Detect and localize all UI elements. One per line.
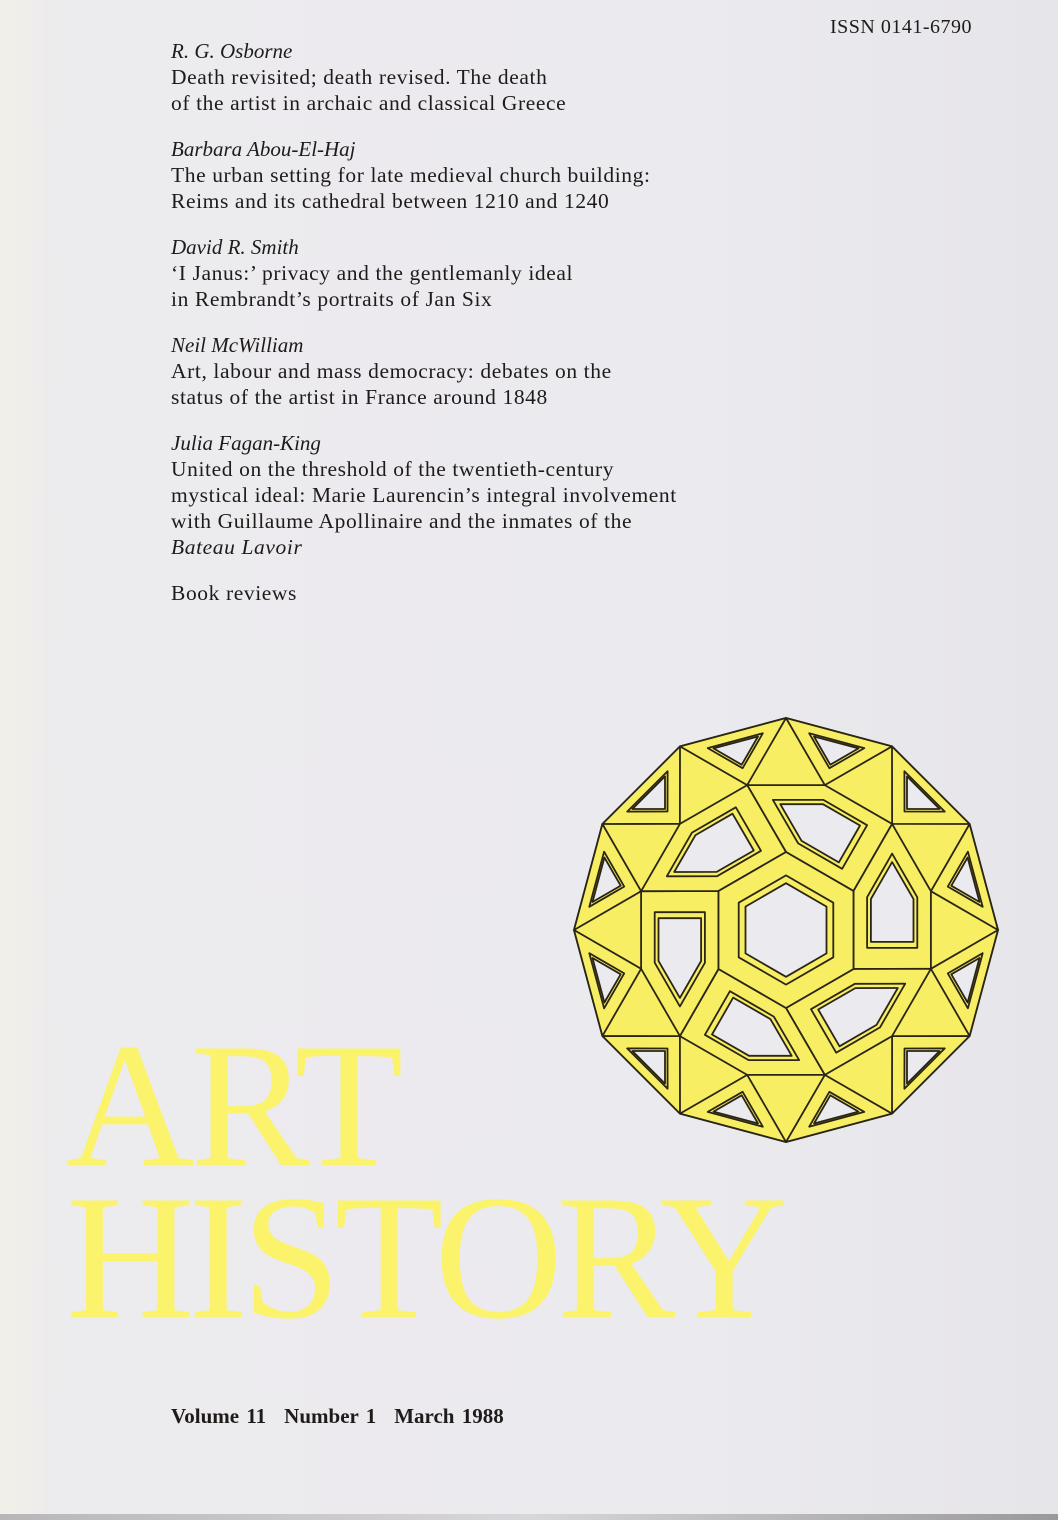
contents-entry <box>171 38 891 116</box>
entry-title: ‘I Janus:’ privacy and the gentlemanly ideal in Rembrandt’s portraits of Jan Six <box>171 261 574 311</box>
contents-entry <box>171 332 891 410</box>
table-of-contents <box>171 38 891 606</box>
contents-entry <box>171 136 891 214</box>
entry-title: United on the threshold of the twentieth-century mystical ideal: Marie Laurencin’s integral involvement with Guillaume Apollinaire and the inmates of the <box>171 457 677 533</box>
entry-author: Julia Fagan-King <box>171 431 321 455</box>
polyhedron-icon <box>568 712 1004 1148</box>
issue-date: March 1988 <box>394 1404 504 1428</box>
book-reviews: Book reviews <box>171 581 298 605</box>
masthead-art: ART <box>66 1006 400 1204</box>
entry-title: Death revisited; death revised. The death of the artist in archaic and classical Greece <box>171 65 567 115</box>
issue-volume: Volume 11 <box>171 1404 267 1428</box>
entry-title-italic: Bateau Lavoir <box>171 535 303 559</box>
masthead-history: HISTORY <box>66 1158 783 1356</box>
contents-entry <box>171 430 891 560</box>
entry-author: Neil McWilliam <box>171 333 304 357</box>
entry-author: R. G. Osborne <box>171 39 293 63</box>
issn: ISSN 0141-6790 <box>829 16 972 38</box>
entry-title: The urban setting for late medieval church building: Reims and its cathedral between 1210 and 1240 <box>171 163 651 213</box>
entry-author: David R. Smith <box>171 235 299 259</box>
cover-edge <box>0 1514 1058 1520</box>
contents-entry <box>171 234 891 312</box>
entry-title: Art, labour and mass democracy: debates on the status of the artist in France around 1848 <box>171 359 612 409</box>
entry-author: Barbara Abou-El-Haj <box>171 137 356 161</box>
issue-number: Number 1 <box>284 1404 377 1428</box>
issue-info <box>171 1404 522 1429</box>
